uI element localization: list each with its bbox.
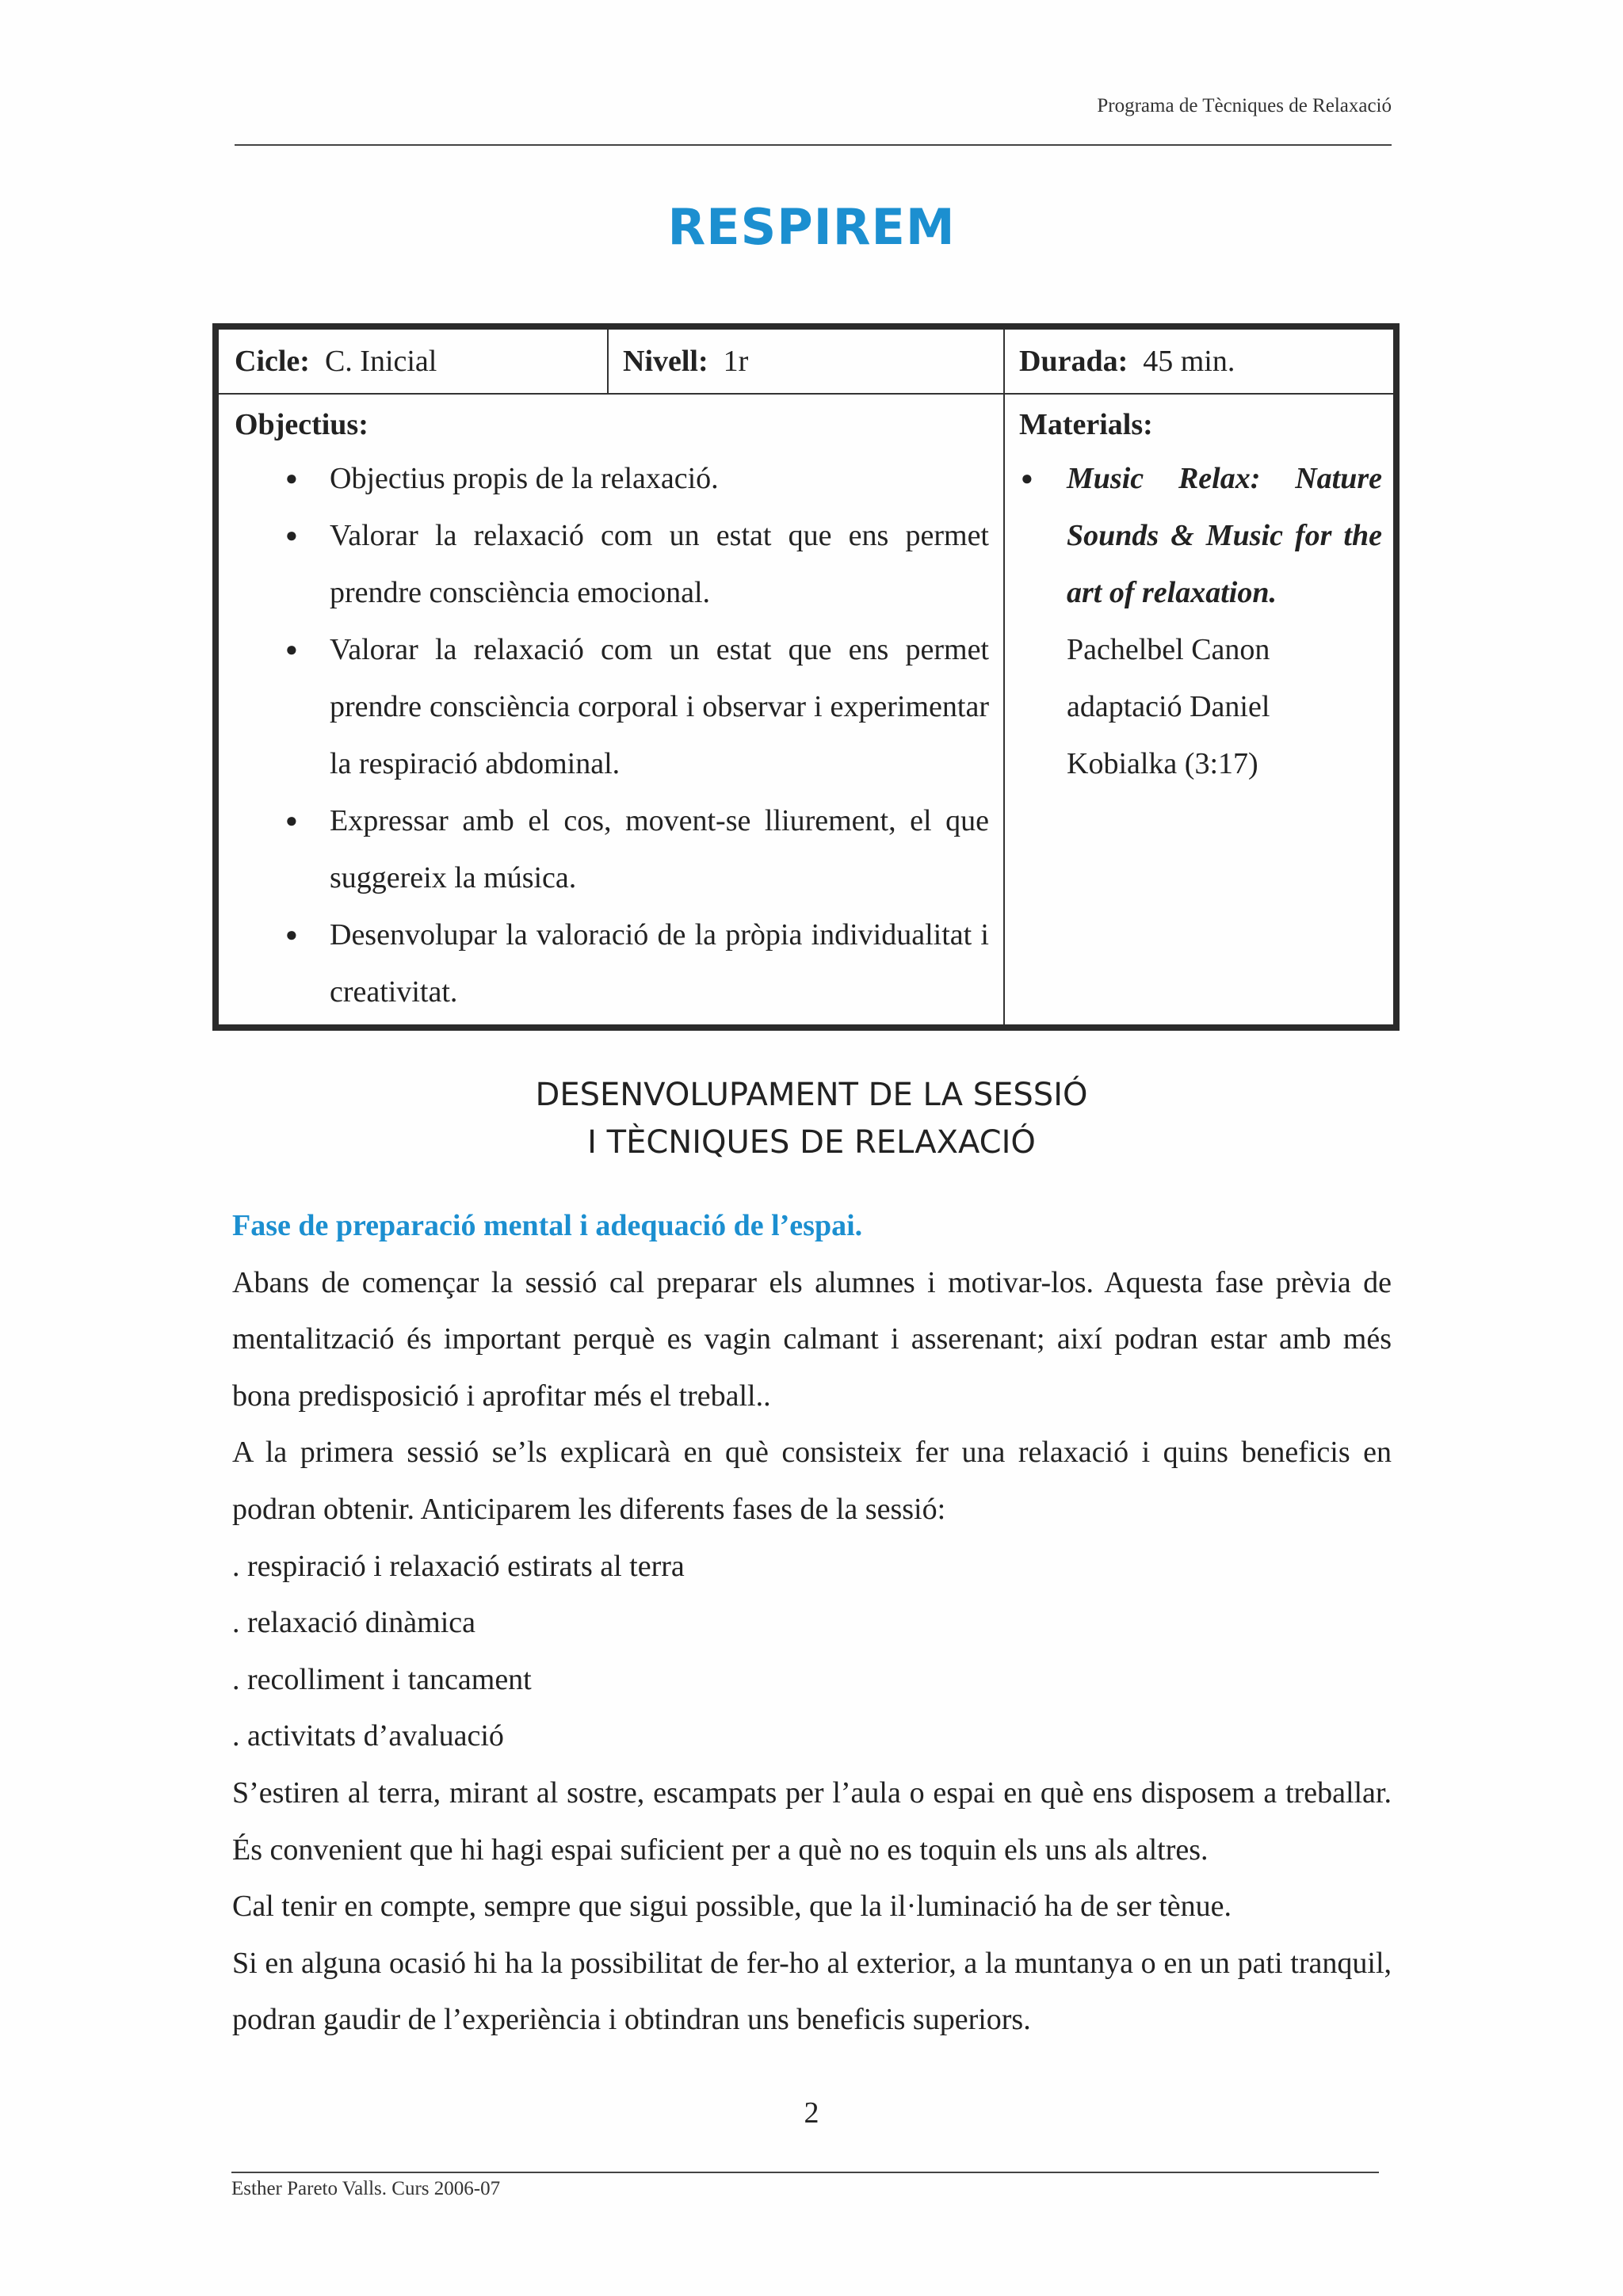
bullet-icon: ● [285,467,298,490]
footer-rule [231,2172,1379,2173]
section-title-line: I TÈCNIQUES DE RELAXACIÓ [587,1124,1036,1161]
objectiu-text: Valorar la relaxació com un estat que ens permet prendre consciència corporal i observar i experimentar la respiració abdominal. [330,633,989,780]
list-item [219,450,1003,507]
paragraph: A la primera sessió se’ls explicarà en què consisteix fer una relaxació i quins beneficis en podran obtenir. Anticiparem les diferents fases de la sessió: [232,1436,1392,1526]
body-text [232,1198,1392,2049]
paragraph: Abans de començar la sessió cal preparar els alumnes i motivar-los. Aquesta fase prèvia de mentalització és important perquè es vagin calmant i asserenant; així podran estar amb més bona predisposició i aprofitar més el treball.. [232,1265,1392,1413]
nivell-cell [607,330,1003,393]
objectiu-text: Objectius propis de la relaxació. [330,462,719,495]
cicle-value: C. Inicial [324,345,437,378]
nivell-value: 1r [723,345,749,378]
list-item [219,792,1003,906]
nivell-label: Nivell: [623,345,708,378]
paragraph: Si en alguna ocasió hi ha la possibilitat de fer-ho al exterior, a la muntanya o en un pati tranquil, podran gaudir de l’experiència i obtindran uns beneficis superiors. [232,1946,1392,2037]
list-item [219,621,1003,792]
durada-value: 45 min. [1143,345,1235,378]
list-item [219,507,1003,621]
page-title: RESPIREM [667,198,956,256]
session-info-table [212,323,1400,1031]
header-rule [235,144,1392,146]
cicle-label: Cicle: [235,345,310,378]
section-title-line: DESENVOLUPAMENT DE LA SESSIÓ [535,1077,1088,1113]
durada-cell [1003,330,1393,393]
bullet-icon: ● [285,638,298,661]
bullet-icon: ● [1021,467,1033,490]
header-text: Programa de Tècniques de Relaxació [1097,95,1392,116]
bullet-icon: ● [285,809,298,832]
bullet-icon: ● [285,524,298,547]
objectiu-text: Expressar amb el cos, movent-se lliurement, el que suggereix la música. [330,804,989,894]
list-item: . respiració i relaxació estirats al terra [232,1549,685,1583]
materials-line: Pachelbel Canon [1067,633,1270,666]
paragraph: Cal tenir en compte, sempre que sigui possible, que la il·luminació ha de ser tènue. [232,1890,1232,1924]
materials-line: Kobialka (3:17) [1067,747,1258,780]
list-item: . activitats d’avaluació [232,1719,504,1753]
objectiu-text: Desenvolupar la valoració de la pròpia individualitat i creativitat. [330,918,989,1009]
bullet-icon: ● [285,923,298,946]
materials-label: Materials: [1019,408,1153,441]
list-item: . recolliment i tancament [232,1662,532,1696]
objectius-label: Objectius: [235,408,369,441]
footer-text: Esther Pareto Valls. Curs 2006-07 [231,2178,501,2199]
section-title [0,1071,1623,1166]
music-title: Music Relax: Nature Sounds & Music for the art of relaxation. [1067,462,1382,609]
durada-label: Durada: [1019,345,1128,378]
list-item: . relaxació dinàmica [232,1606,476,1640]
materials-line: adaptació Daniel [1067,690,1270,723]
list-item [1003,450,1393,792]
table-row-divider [219,393,1393,395]
list-item [219,906,1003,1020]
materials-music [1003,450,1393,792]
objectius-list [219,450,1003,1020]
cicle-cell [219,330,607,393]
page-number: 2 [804,2096,819,2130]
objectiu-text: Valorar la relaxació com un estat que ens permet prendre consciència emocional. [330,519,989,609]
paragraph: S’estiren al terra, mirant al sostre, escampats per l’aula o espai en què ens disposem a treballar. És convenient que hi hagi espai suficient per a què no es toquin els uns als altres. [232,1775,1392,1867]
phase-title: Fase de preparació mental i adequació de l’espai. [232,1209,863,1242]
materials-list [1003,450,1393,792]
